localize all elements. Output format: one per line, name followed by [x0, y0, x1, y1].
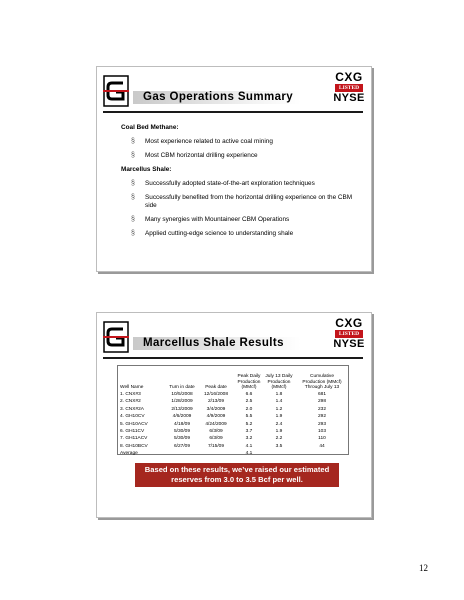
table-cell: 3.7 [245, 428, 253, 434]
table-cell: 12/16/2008 [203, 392, 228, 397]
bullet-text: Most CBM horizontal drilling experience [145, 152, 258, 159]
column-header: July 13 Daily Production (MMcf) [265, 374, 293, 391]
column-header: Well Name [120, 385, 144, 391]
table-cell: 2. CNX#2 [120, 399, 141, 405]
table-cell: 4/6/2009 [172, 414, 192, 420]
table-cell: 2.4 [275, 421, 283, 427]
table-cell: 6/27/09 [173, 443, 190, 449]
consol-energy-logo [103, 321, 129, 353]
bullet-text: Successfully benefited from the horizontal drilling experience on the CBM side [145, 194, 353, 209]
table-cell: 1.9 [275, 428, 283, 434]
table-cell: 10/5/2008 [171, 392, 193, 397]
banner-line: Based on these results, we’ve raised our estimated [144, 465, 330, 474]
nyse-listed-badge [333, 71, 365, 104]
table-cell: 5/30/09 [173, 436, 190, 442]
table-cell: 1. CNX#3 [120, 392, 141, 397]
table-cell: 3. CNX#2A [120, 406, 144, 412]
column-header: Turn in date [169, 385, 195, 391]
table-cell: 7/15/09 [207, 443, 224, 449]
table-cell: 4. GH10CV [120, 414, 145, 420]
table-cell: 103 [317, 428, 326, 434]
column-peak-daily-production [236, 368, 262, 458]
table-cell: 5.5 [245, 414, 253, 420]
listed-label: LISTED [335, 330, 363, 338]
table-cell: 6. GH11CV [120, 428, 145, 434]
slide-title: Gas Operations Summary [143, 91, 294, 103]
column-turn-in-date [166, 368, 198, 458]
slide-title: Marcellus Shale Results [143, 337, 284, 349]
slide-body [121, 124, 357, 244]
exchange-label: NYSE [333, 338, 365, 350]
table-cell: 2.0 [245, 406, 253, 412]
bullet-icon: § [131, 194, 135, 201]
table-cell: 1.9 [275, 414, 283, 420]
bullet-icon: § [131, 152, 135, 159]
table-cell [166, 450, 198, 457]
title-divider [103, 111, 363, 113]
table-cell: 3.5 [275, 443, 283, 449]
column-header: Peak Daily Production (MMcf) [237, 374, 261, 391]
banner-line: reserves from 3.0 to 3.5 Bcf per well. [171, 475, 303, 484]
column-peak-date [200, 368, 232, 458]
listed-label: LISTED [335, 84, 363, 92]
bullet-icon: § [131, 180, 135, 187]
table-cell: 5. GH10ACV [120, 421, 148, 427]
table-cell: 2/13/09 [207, 399, 224, 405]
ticker-label: CXG [335, 70, 363, 84]
table-cell: 1/28/2009 [171, 399, 193, 405]
table-cell [264, 450, 294, 457]
table-cell: 2.5 [245, 399, 253, 405]
table-cell: 44 [319, 443, 325, 449]
column-july-13-production [264, 368, 294, 458]
bullet-item [121, 152, 357, 160]
slide-marcellus-shale-results [96, 312, 372, 518]
bullet-item [121, 180, 357, 188]
bullet-icon: § [131, 138, 135, 145]
column-cumulative-production [300, 368, 344, 458]
title-divider [103, 357, 363, 359]
bullet-item [121, 216, 357, 224]
bullet-item [121, 194, 357, 210]
column-well-name [120, 368, 164, 458]
table-cell: 6/3/09 [209, 436, 223, 442]
bullet-text: Applied cutting-edge science to understanding shale [145, 230, 294, 237]
table-cell: 4.1 [245, 451, 253, 457]
table-cell: 1.2 [275, 406, 283, 412]
table-cell: 4/9/2009 [206, 414, 226, 420]
bullet-item [121, 230, 357, 238]
bullet-item [121, 138, 357, 146]
bullet-text: Many synergies with Mountaineer CBM Operations [145, 216, 290, 223]
table-cell: 298 [317, 399, 326, 405]
bullet-icon: § [131, 216, 135, 223]
table-cell: 3/4/2009 [206, 406, 226, 412]
consol-energy-logo [103, 75, 129, 107]
table-cell: 6.6 [245, 392, 253, 397]
table-cell: 293 [317, 421, 326, 427]
column-header: Cumulative Production (MMcf) Through July 13 [302, 374, 342, 391]
table-cell: 232 [317, 406, 326, 412]
table-cell: 110 [318, 436, 326, 442]
table-cell: 2.2 [275, 436, 283, 442]
table-cell: 4.1 [245, 443, 253, 449]
section-heading: Coal Bed Methane: [121, 124, 179, 131]
table-cell: 1.8 [275, 392, 283, 397]
page-number: 12 [419, 563, 428, 573]
table-cell: 5/30/09 [173, 428, 190, 434]
table-cell: Average [120, 451, 138, 457]
table-cell: 4/18/09 [173, 421, 190, 427]
table-cell: 8. GH10BCV [120, 443, 148, 449]
table-cell: 681 [317, 392, 326, 397]
well-results-table [117, 365, 349, 455]
ticker-label: CXG [335, 316, 363, 330]
table-cell: 6/3/09 [209, 428, 223, 434]
table-cell: 7. GH11ACV [120, 436, 148, 442]
table-cell: 2/13/2009 [171, 406, 193, 412]
table-cell: 4/24/2009 [205, 421, 227, 427]
section-heading: Marcellus Shale: [121, 166, 172, 173]
table-cell [200, 450, 232, 457]
bullet-text: Successfully adopted state-of-the-art exploration techniques [145, 180, 315, 187]
table-cell: 5.2 [245, 421, 253, 427]
bullet-icon: § [131, 230, 135, 237]
reserves-banner [135, 463, 339, 487]
slide-gas-operations-summary [96, 66, 372, 272]
nyse-listed-badge [333, 317, 365, 350]
bullet-text: Most experience related to active coal mining [145, 138, 273, 145]
table-cell [300, 450, 344, 457]
table-cell: 3.2 [245, 436, 253, 442]
table-cell: 1.4 [275, 399, 283, 405]
table-cell: 292 [317, 414, 326, 420]
exchange-label: NYSE [333, 92, 365, 104]
column-header: Peak date [205, 385, 227, 391]
